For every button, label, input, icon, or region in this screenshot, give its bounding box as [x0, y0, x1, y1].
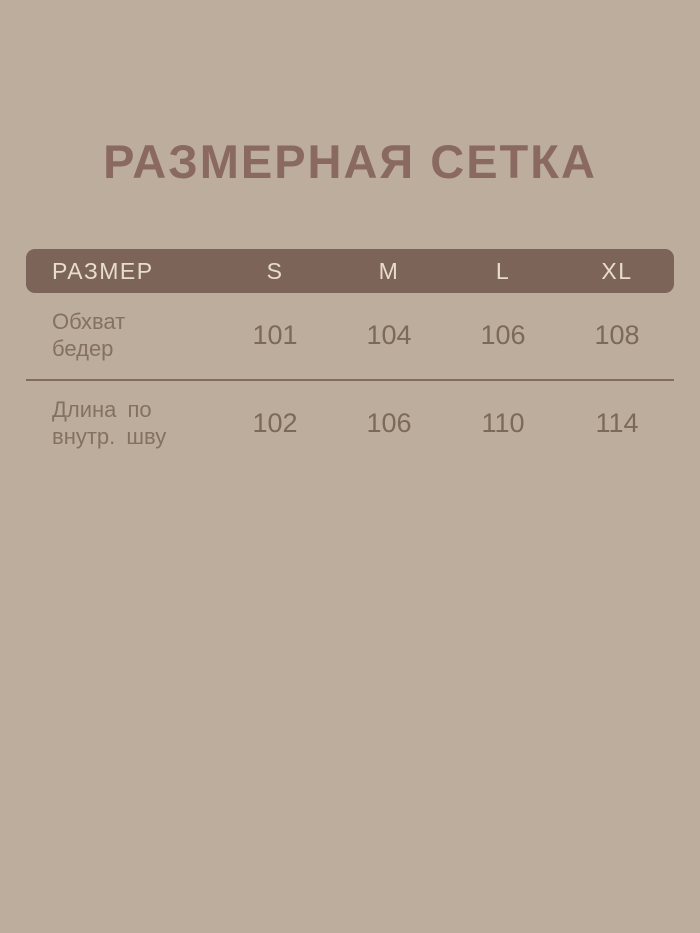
header-cell-m: M: [378, 257, 400, 284]
size-value: 106: [480, 319, 526, 350]
row-label-line: Длина по: [52, 397, 152, 422]
header-cell-l: L: [495, 257, 511, 284]
size-table: [26, 249, 674, 467]
row-label-line: бедер: [52, 336, 114, 361]
row-label: [26, 396, 218, 450]
header-cell-xl: XL: [601, 257, 633, 284]
row-label: [26, 308, 218, 362]
size-value: 104: [366, 319, 412, 350]
size-table-header: [26, 249, 674, 293]
size-value: 101: [252, 319, 298, 350]
header-cell-s: S: [266, 257, 284, 284]
row-label-line: внутр. шву: [52, 424, 167, 449]
size-value: 102: [252, 407, 298, 438]
table-row: [26, 293, 674, 381]
size-value: 114: [595, 407, 639, 438]
page-title: РАЗМЕРНАЯ СЕТКА: [103, 135, 597, 188]
size-value: 110: [481, 407, 525, 438]
size-value: 106: [366, 407, 412, 438]
size-value: 108: [594, 319, 640, 350]
row-label-line: Обхват: [52, 309, 126, 334]
table-row: [26, 381, 674, 467]
header-cell-size: РАЗМЕР: [52, 257, 154, 284]
